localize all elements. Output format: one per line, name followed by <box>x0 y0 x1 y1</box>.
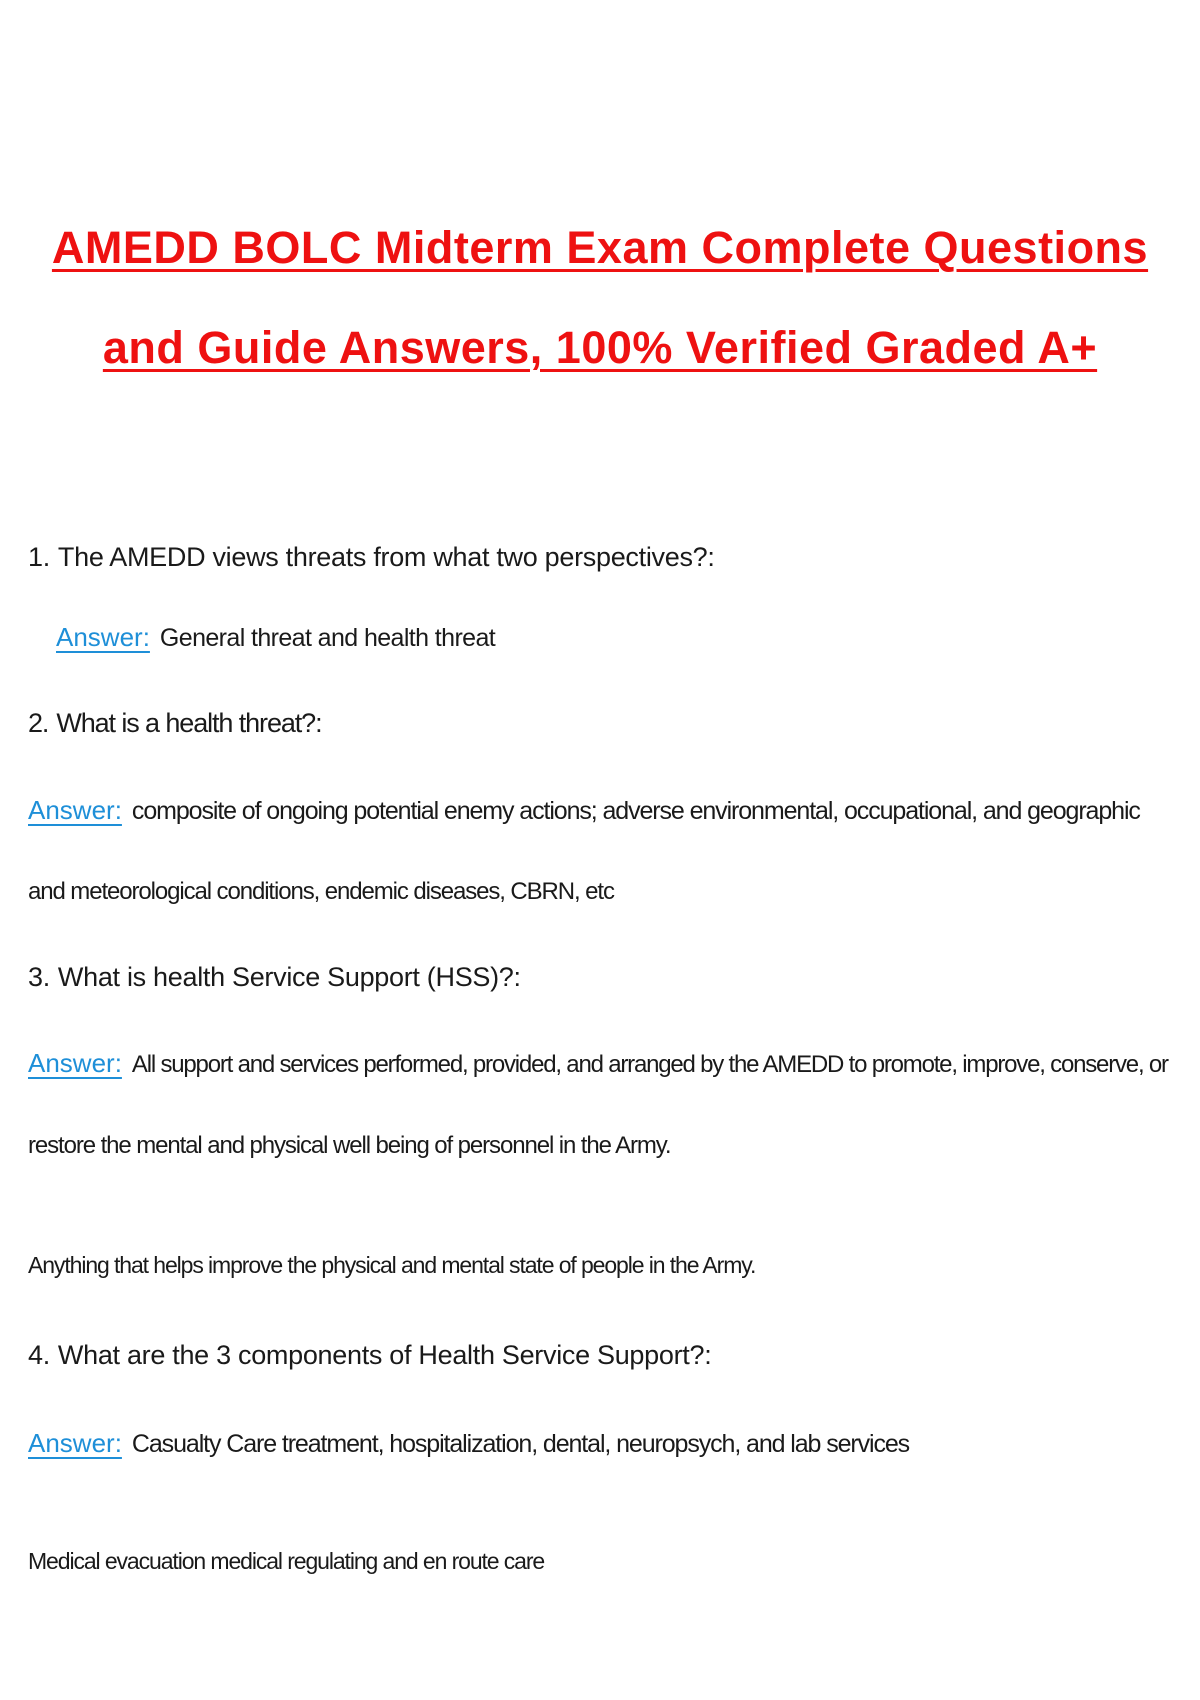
answer-2 <box>28 795 1172 826</box>
question-text: The AMEDD views threats from what two perspectives?: <box>57 542 715 572</box>
question-text: What are the 3 components of Health Service Support?: <box>57 1340 712 1370</box>
question-number: 1. <box>28 542 50 572</box>
answer-label: Answer: <box>28 795 122 825</box>
question-text: What is a health threat?: <box>56 708 322 738</box>
question-number: 3. <box>28 962 50 992</box>
answer-label: Answer: <box>28 1048 122 1078</box>
answer-3 <box>28 1048 1172 1079</box>
answer-3-continuation: restore the mental and physical well being of personnel in the Army. <box>28 1132 671 1159</box>
answer-3-note: Anything that helps improve the physical and mental state of people in the Army. <box>28 1252 756 1278</box>
answer-text: All support and services performed, provided, and arranged by the AMEDD to promote, improve, conserve, or <box>131 1051 1168 1078</box>
question-2 <box>28 708 1172 739</box>
answer-label: Answer: <box>28 1428 122 1458</box>
answer-4 <box>28 1428 1172 1459</box>
question-3 <box>28 962 1172 993</box>
title-text-1: AMEDD BOLC Midterm Exam Complete Questions <box>51 222 1149 273</box>
answer-text: General threat and health threat <box>159 624 496 652</box>
answer-2-continuation: and meteorological conditions, endemic diseases, CBRN, etc <box>28 878 614 905</box>
answer-4-note: Medical evacuation medical regulating and en route care <box>28 1548 545 1574</box>
document-title-line-1 <box>0 222 1200 274</box>
question-4 <box>28 1340 1172 1371</box>
title-text-2: and Guide Answers, 100% Verified Graded A+ <box>102 322 1098 373</box>
answer-label: Answer: <box>56 622 150 652</box>
question-number: 4. <box>28 1340 50 1370</box>
question-1 <box>28 542 1172 573</box>
answer-text: Casualty Care treatment, hospitalization, dental, neuropsych, and lab services <box>131 1430 910 1458</box>
document-title-line-2 <box>0 322 1200 374</box>
question-text: What is health Service Support (HSS)?: <box>57 962 521 992</box>
answer-text: composite of ongoing potential enemy actions; adverse environmental, occupational, and geographic <box>131 797 1140 825</box>
question-number: 2. <box>28 708 49 738</box>
answer-1 <box>56 622 1172 653</box>
